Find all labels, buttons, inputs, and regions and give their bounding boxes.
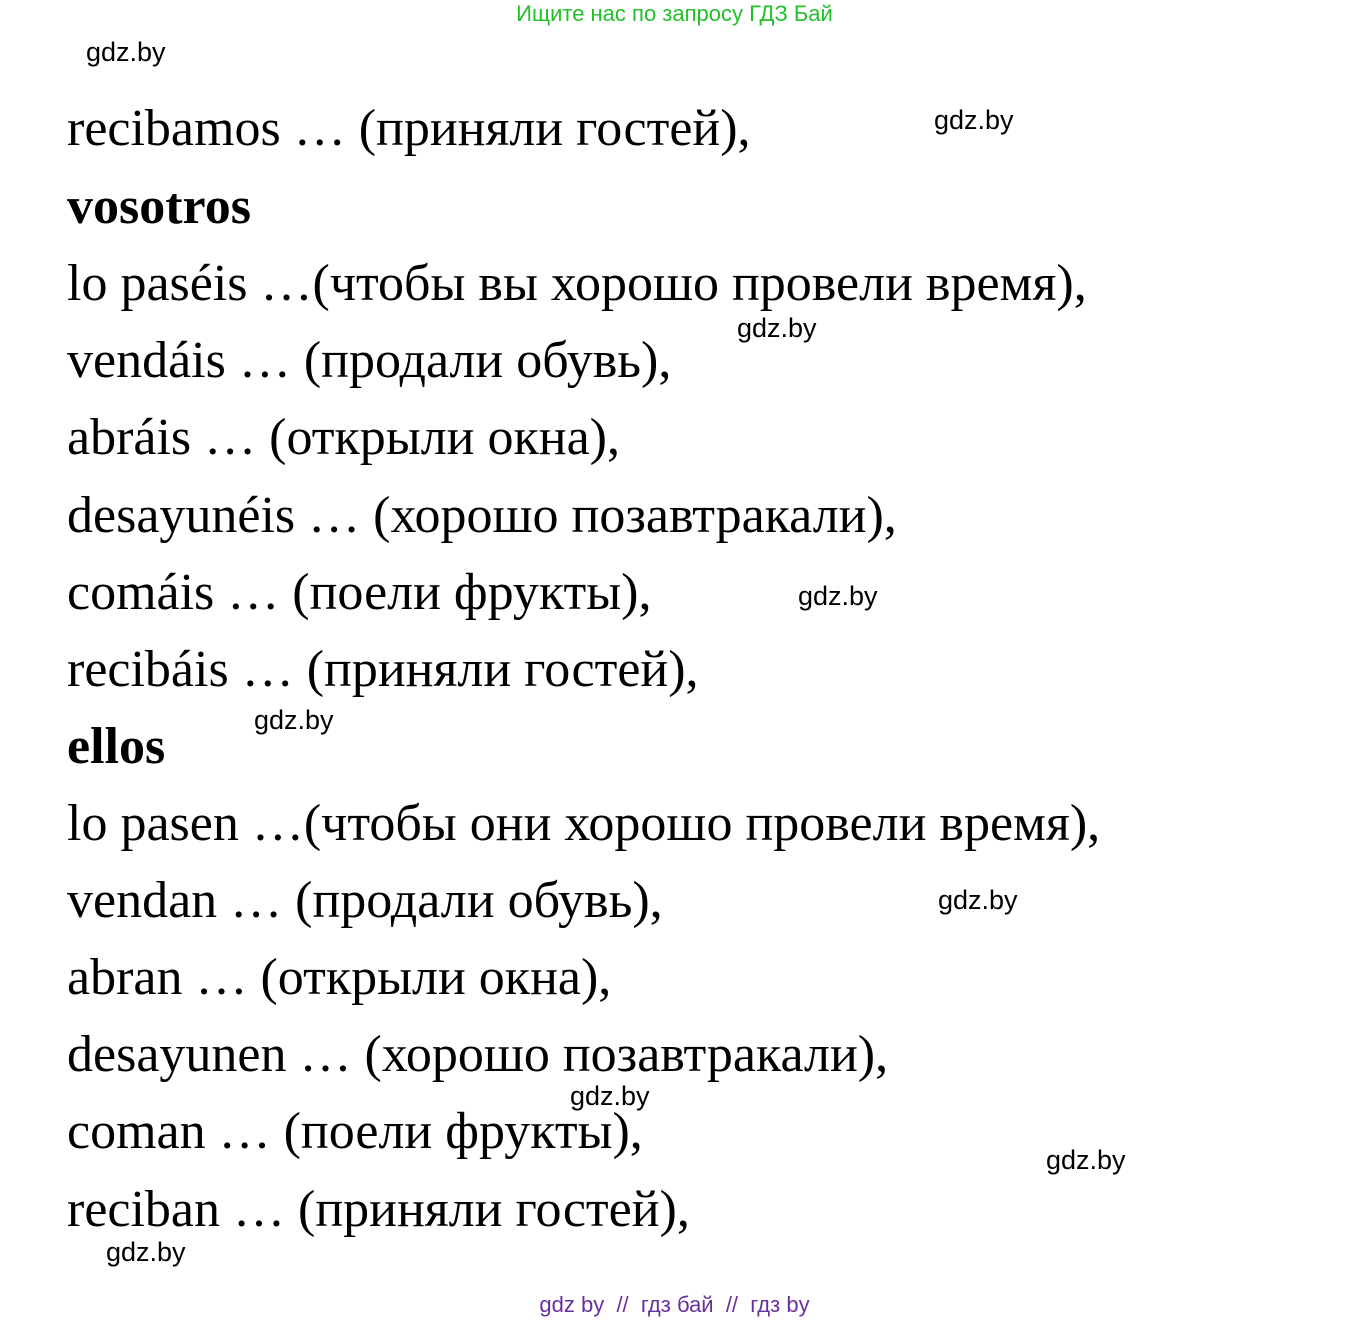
text-line: abráis … (открыли окна), (67, 409, 620, 466)
text-line: recibamos … (приняли гостей), (67, 100, 751, 157)
text-line: coman … (поели фрукты), (67, 1103, 643, 1160)
watermark: gdz.by (934, 105, 1014, 135)
text-line: abran … (открыли окна), (67, 949, 612, 1006)
watermark: gdz.by (570, 1081, 650, 1111)
text-line: vendáis … (продали обувь), (67, 332, 672, 389)
heading-ellos: ellos (67, 718, 166, 775)
text-line: desayunéis … (хорошо позавтракали), (67, 487, 897, 544)
search-banner: Ищите нас по запросу ГДЗ Бай (516, 1, 833, 26)
watermark: gdz.by (86, 37, 166, 67)
watermark: gdz.by (106, 1237, 186, 1267)
watermark: gdz.by (1046, 1145, 1126, 1175)
text-line: desayunen … (хорошо позавтракали), (67, 1026, 889, 1083)
watermark: gdz.by (938, 885, 1018, 915)
text-line: vendan … (продали обувь), (67, 872, 663, 929)
text-line: lo paséis …(чтобы вы хорошо провели время), (67, 255, 1087, 312)
text-line: comáis … (поели фрукты), (67, 564, 652, 621)
text-line: reciban … (приняли гостей), (67, 1181, 690, 1238)
watermark: gdz.by (798, 581, 878, 611)
footer-links[interactable]: gdz by // гдз бай // гдз by (539, 1292, 810, 1317)
text-line: recibáis … (приняли гостей), (67, 641, 699, 698)
text-line: lo pasen …(чтобы они хорошо провели время), (67, 795, 1101, 852)
watermark: gdz.by (254, 705, 334, 735)
watermark: gdz.by (737, 313, 817, 343)
heading-vosotros: vosotros (67, 178, 251, 235)
